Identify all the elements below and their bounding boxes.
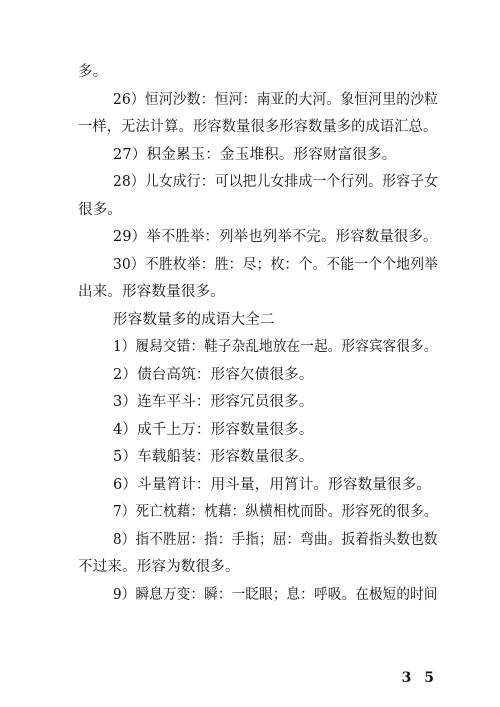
text-line: 2）债台高筑：形容欠债很多。 [113,366,314,383]
text-line: 不过来。形容为数很多。 [78,559,240,575]
text-line: 4）成千上万：形容数量很多。 [113,421,314,438]
text-line: 多。 [78,64,108,80]
text-line: 29）举不胜举：列举也列举不完。形容数量很多。 [113,229,438,245]
text-line: 一样，无法计算。形容数量很多形容数量多的成语汇总。 [78,119,438,135]
section-heading: 形容数量多的成语大全二 [113,311,275,328]
text-line: 8）指不胜屈：指：手指；屈：弯曲。扳着指头数也数 [113,531,438,548]
text-line: 出来。形容数量很多。 [78,284,225,300]
text-line: 5）车载船装：形容数量很多。 [113,449,314,465]
text-line: 很多。 [78,201,123,218]
text-line: 26）恒河沙数：恒河：南亚的大河。象恒河里的沙粒 [113,91,439,108]
text-line: 28）儿女成行：可以把儿女排成一个行列。形容子女 [113,174,439,190]
text-line: 9）瞬息万变：瞬：一眨眼；息：呼吸。在极短的时间 [113,586,438,603]
text-line: 3）连车平斗：形容冗员很多。 [113,394,314,410]
text-line: 27）积金累玉：金玉堆积。形容财富很多。 [113,146,397,163]
page-number: 3 5 [401,670,438,686]
text-line: 6）斗量筲计：用斗量，用筲计。形容数量很多。 [113,476,432,493]
text-line: 1）履舄交错：鞋子杂乱地放在一起。形容宾客很多。 [113,339,438,355]
text-line: 7）死亡枕藉：枕藉：纵横相枕而卧。形容死的很多。 [113,504,438,520]
text-line: 30）不胜枚举：胜：尽；枚：个。不能一个个地列举 [113,256,439,273]
